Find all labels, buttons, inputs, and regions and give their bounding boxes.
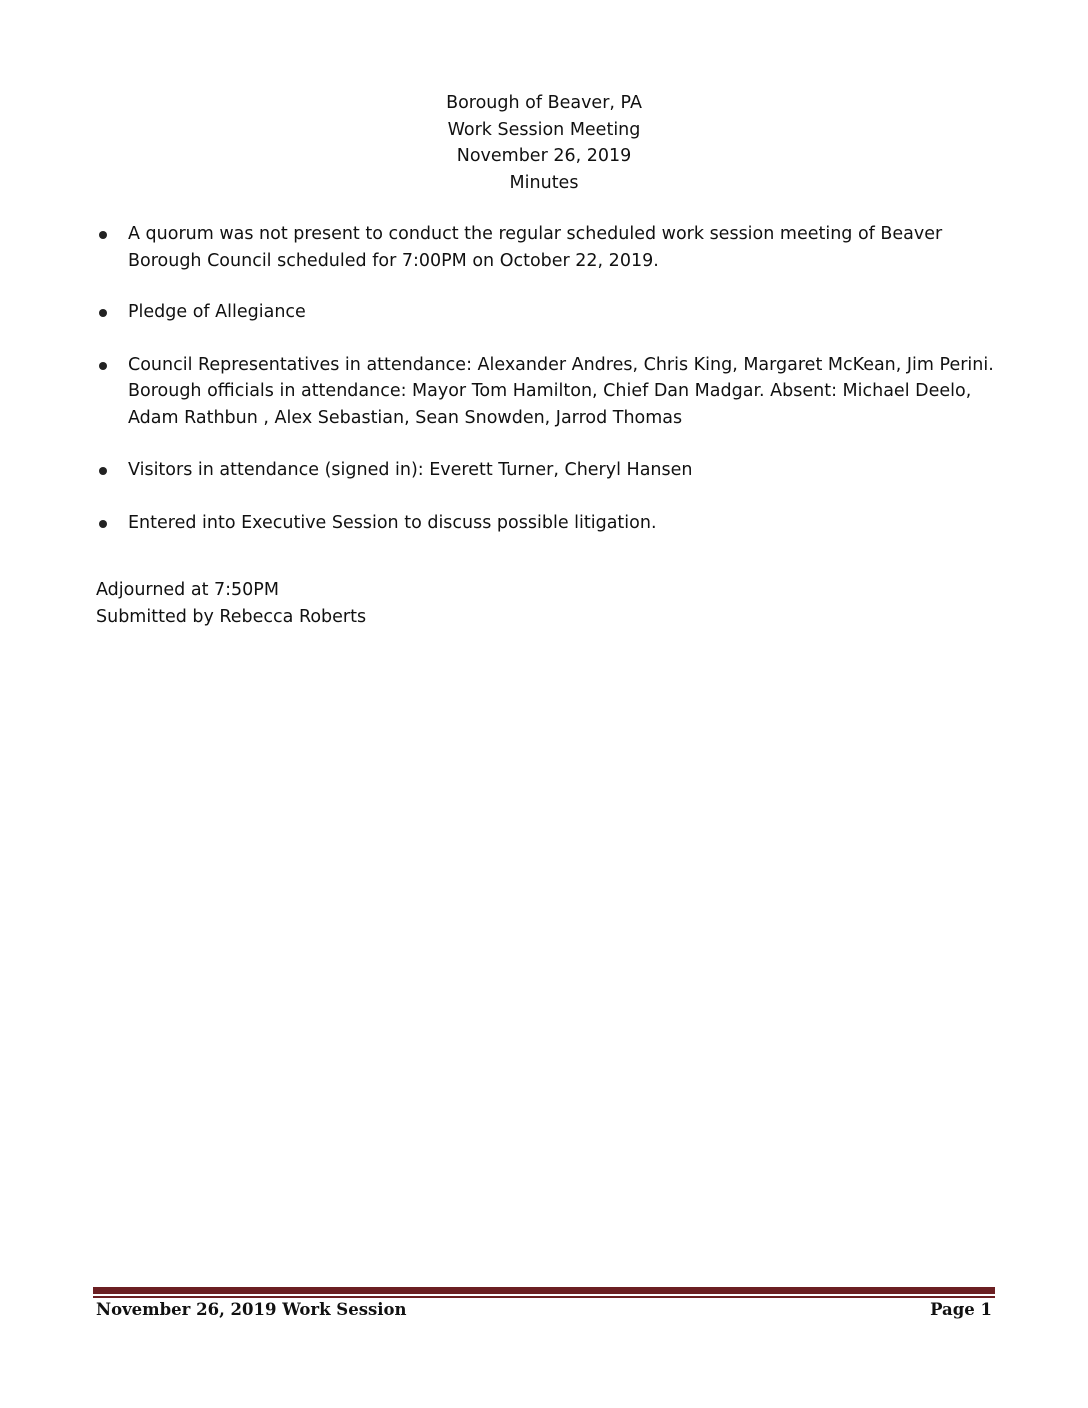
footer-divider-thick <box>93 1287 995 1294</box>
meeting-type: Work Session Meeting <box>447 119 641 140</box>
bullet-icon <box>99 362 107 370</box>
footer-title: November 26, 2019 Work Session <box>96 1300 407 1319</box>
bullet-icon <box>99 231 107 239</box>
footer-divider-thin <box>93 1296 995 1298</box>
closing-block <box>96 577 366 630</box>
list-item: Council Representatives in attendance: Alexander Andres, Chris King, Margaret McKean, Jim Perini. Borough officials in attendance: Mayor Tom Hamilton, Chief Dan Madgar. Absent: Michael Deelo, Adam Rathbun , Alex Sebastian, Sean Snowden, Jarrod Thomas <box>96 352 1016 432</box>
submitted-by-text: Submitted by Rebecca Roberts <box>96 606 367 627</box>
document-header <box>0 90 1088 196</box>
list-item: Visitors in attendance (signed in): Everett Turner, Cheryl Hansen <box>96 457 1016 484</box>
page-number: Page 1 <box>930 1300 992 1319</box>
document-type: Minutes <box>509 172 579 193</box>
minutes-list <box>96 221 1016 536</box>
list-item: A quorum was not present to conduct the regular scheduled work session meeting of Beaver Borough Council scheduled for 7:00PM on October 22, 2019. <box>96 221 1016 274</box>
bullet-icon <box>99 309 107 317</box>
bullet-icon <box>99 467 107 475</box>
list-item: Pledge of Allegiance <box>96 299 1016 326</box>
list-item: Entered into Executive Session to discuss possible litigation. <box>96 510 1016 537</box>
meeting-date: November 26, 2019 <box>456 146 632 166</box>
adjourned-text: Adjourned at 7:50PM <box>96 580 279 600</box>
bullet-icon <box>99 520 107 528</box>
borough-title: Borough of Beaver, PA <box>446 93 642 113</box>
